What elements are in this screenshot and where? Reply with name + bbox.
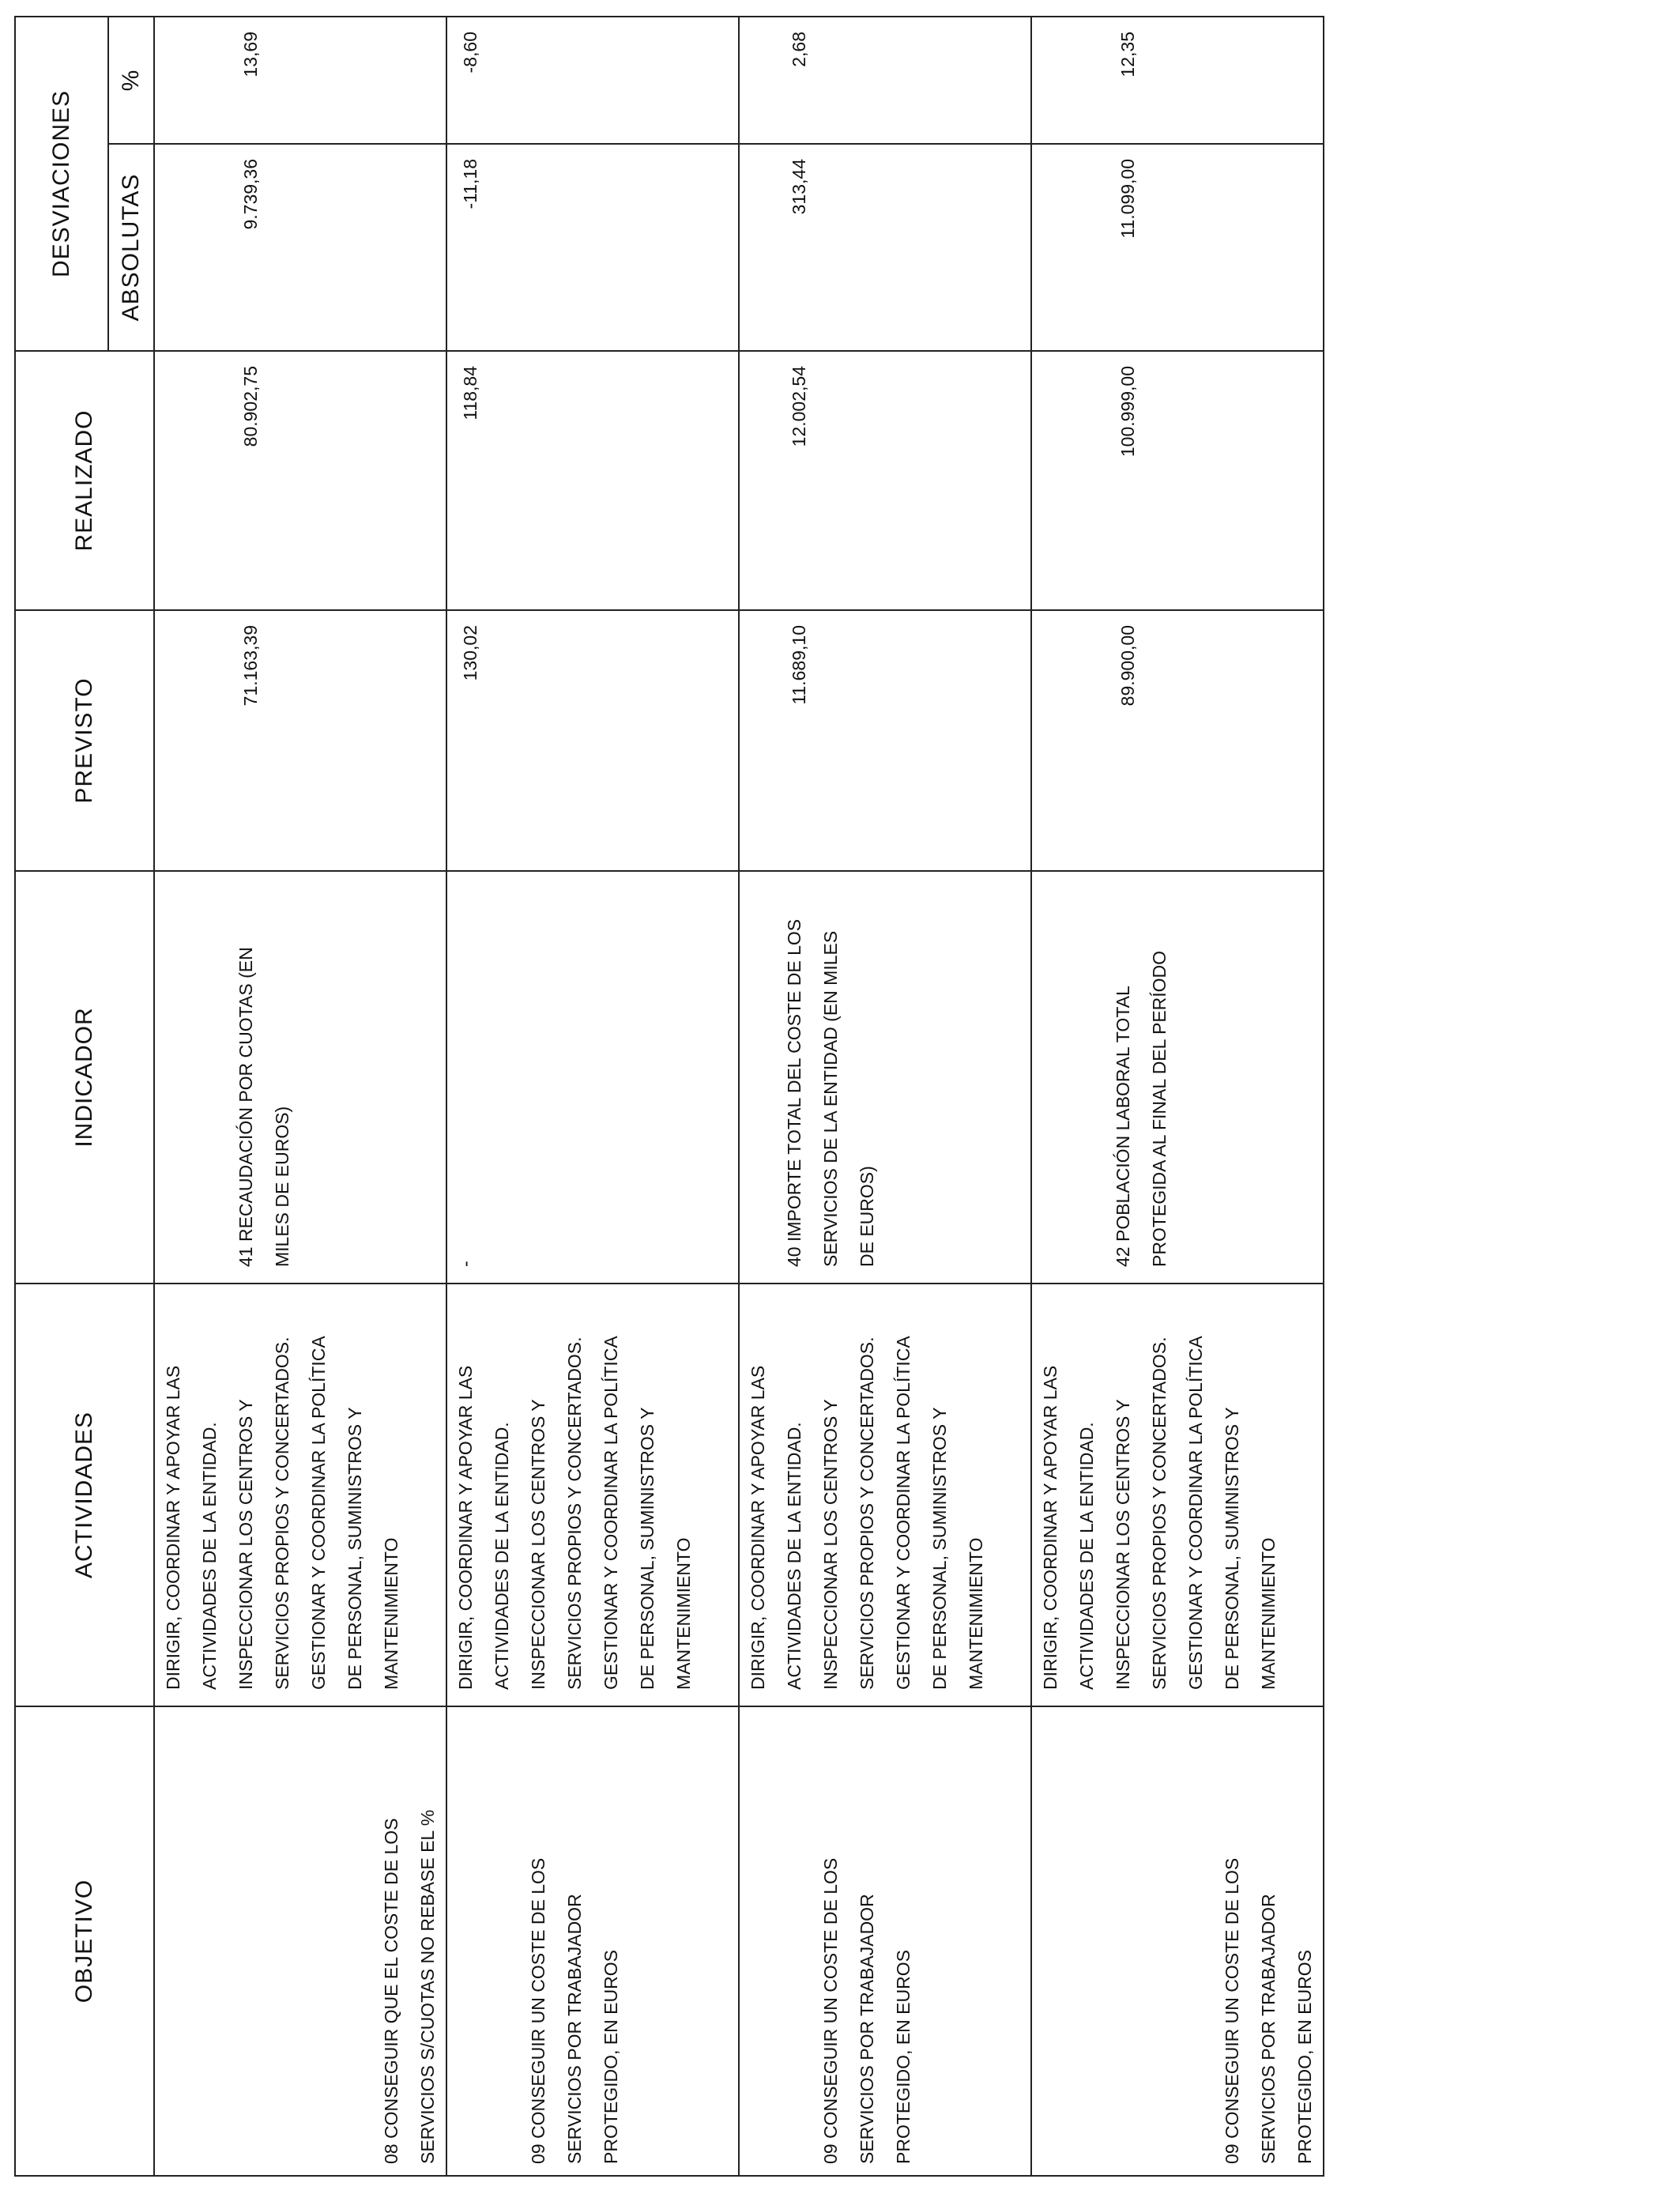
- realizado-cell-value: 100.999,00: [1117, 366, 1138, 458]
- indicador-cell: [739, 871, 1031, 1284]
- absolutas-cell-value: 11.099,00: [1117, 159, 1138, 239]
- actividades-cell-line: DE PERSONAL, SUMINISTROS Y: [637, 1407, 657, 1690]
- realizado-cell-value: 12.002,54: [789, 366, 809, 447]
- actividades-cell-line: SERVICIOS PROPIOS Y CONCERTADOS.: [1149, 1336, 1170, 1690]
- actividades-cell-line: ACTIVIDADES DE LA ENTIDAD.: [199, 1422, 220, 1690]
- actividades-cell-line: ACTIVIDADES DE LA ENTIDAD.: [784, 1422, 804, 1690]
- table-row: [739, 17, 1031, 2176]
- header-desviaciones: DESVIACIONES: [15, 17, 108, 351]
- objetivo-cell-line: PROTEGIDO, EN EUROS: [601, 1950, 621, 2164]
- actividades-cell-line: SERVICIOS PROPIOS Y CONCERTADOS.: [272, 1336, 292, 1690]
- table-row: [1031, 17, 1324, 2176]
- objetivo-cell: [739, 1706, 1031, 2176]
- actividades-cell-line: DIRIGIR, COORDINAR Y APOYAR LAS: [748, 1365, 768, 1690]
- actividades-cell-line: MANTENIMIENTO: [1258, 1537, 1279, 1690]
- indicador-cell-line: SERVICIOS DE LA ENTIDAD (EN MILES: [820, 930, 841, 1267]
- objetivo-cell-line: SERVICIOS S/CUOTAS NO REBASE EL %: [417, 1809, 438, 2164]
- actividades-cell-line: DIRIGIR, COORDINAR Y APOYAR LAS: [1040, 1365, 1060, 1690]
- table-row: [154, 17, 446, 2176]
- actividades-cell-line: DE PERSONAL, SUMINISTROS Y: [929, 1407, 950, 1690]
- absolutas-cell: [446, 144, 739, 351]
- objetivo-cell-line: PROTEGIDO, EN EUROS: [893, 1950, 913, 2164]
- actividades-cell: [154, 1284, 446, 1706]
- realizado-cell: [739, 351, 1031, 610]
- objetivo-cell: [1031, 1706, 1324, 2176]
- indicador-cell-line: 41 RECAUDACIÓN POR CUOTAS (EN: [235, 947, 256, 1267]
- indicador-cell-line: MILES DE EUROS): [272, 1106, 292, 1267]
- realizado-cell-value: 80.902,75: [240, 366, 261, 447]
- actividades-cell-line: DIRIGIR, COORDINAR Y APOYAR LAS: [455, 1365, 476, 1690]
- indicador-cell-line: 42 POBLACIÓN LABORAL TOTAL: [1113, 986, 1133, 1267]
- actividades-cell-line: INSPECCIONAR LOS CENTROS Y: [820, 1399, 841, 1690]
- actividades-cell-line: DE PERSONAL, SUMINISTROS Y: [345, 1407, 365, 1690]
- actividades-cell-line: GESTIONAR Y COORDINAR LA POLÍTICA: [893, 1336, 913, 1690]
- objetivo-cell: [154, 1706, 446, 2176]
- header-actividades: ACTIVIDADES: [15, 1284, 154, 1706]
- objectives-table: [14, 16, 1324, 2177]
- actividades-cell-line: MANTENIMIENTO: [966, 1537, 986, 1690]
- porcentaje-cell: [154, 17, 446, 144]
- porcentaje-cell-value: 12,35: [1117, 32, 1138, 77]
- actividades-cell-line: DE PERSONAL, SUMINISTROS Y: [1222, 1407, 1242, 1690]
- previsto-cell-value: 130,02: [460, 625, 480, 681]
- actividades-cell-line: ACTIVIDADES DE LA ENTIDAD.: [1076, 1422, 1097, 1690]
- actividades-cell-line: MANTENIMIENTO: [673, 1537, 694, 1690]
- porcentaje-cell-value: -8,60: [460, 32, 480, 74]
- actividades-cell-line: INSPECCIONAR LOS CENTROS Y: [1113, 1399, 1133, 1690]
- realizado-cell: [446, 351, 739, 610]
- header-objetivo: OBJETIVO: [15, 1706, 154, 2176]
- table-row: [446, 17, 739, 2176]
- objetivo-cell-line: 09 CONSEGUIR UN COSTE DE LOS: [820, 1857, 841, 2164]
- objetivo-cell-line: SERVICIOS POR TRABAJADOR: [564, 1894, 585, 2164]
- realizado-cell: [154, 351, 446, 610]
- actividades-cell-line: GESTIONAR Y COORDINAR LA POLÍTICA: [1185, 1336, 1206, 1690]
- header-indicador: INDICADOR: [15, 871, 154, 1284]
- previsto-cell: [446, 610, 739, 871]
- absolutas-cell: [154, 144, 446, 351]
- header-row: [15, 17, 108, 2176]
- actividades-cell-line: INSPECCIONAR LOS CENTROS Y: [528, 1399, 548, 1690]
- actividades-cell-line: SERVICIOS PROPIOS Y CONCERTADOS.: [857, 1336, 877, 1690]
- actividades-cell-line: ACTIVIDADES DE LA ENTIDAD.: [492, 1422, 512, 1690]
- absolutas-cell-value: 313,44: [789, 159, 809, 215]
- indicador-cell: [154, 871, 446, 1284]
- previsto-cell-value: 89.900,00: [1117, 625, 1138, 707]
- header-realizado: REALIZADO: [15, 351, 154, 610]
- previsto-cell-value: 71.163,39: [240, 625, 261, 707]
- objetivo-cell: [446, 1706, 739, 2176]
- indicador-cell: [1031, 871, 1324, 1284]
- actividades-cell-line: INSPECCIONAR LOS CENTROS Y: [235, 1399, 256, 1690]
- objetivo-cell-line: PROTEGIDO, EN EUROS: [1294, 1950, 1315, 2164]
- actividades-cell-line: SERVICIOS PROPIOS Y CONCERTADOS.: [564, 1336, 585, 1690]
- objetivo-cell-line: 09 CONSEGUIR UN COSTE DE LOS: [528, 1857, 548, 2164]
- actividades-cell-line: GESTIONAR Y COORDINAR LA POLÍTICA: [601, 1336, 621, 1690]
- objetivo-cell-line: 08 CONSEGUIR QUE EL COSTE DE LOS: [381, 1818, 401, 2164]
- actividades-cell: [1031, 1284, 1324, 1706]
- indicador-cell-line: -: [455, 1261, 476, 1267]
- absolutas-cell-value: -11,18: [460, 159, 480, 209]
- header-porcentaje: %: [108, 17, 154, 144]
- objetivo-cell-line: SERVICIOS POR TRABAJADOR: [857, 1894, 877, 2164]
- objetivo-cell-line: SERVICIOS POR TRABAJADOR: [1258, 1894, 1279, 2164]
- porcentaje-cell: [446, 17, 739, 144]
- porcentaje-cell-value: 13,69: [240, 32, 261, 77]
- realizado-cell: [1031, 351, 1324, 610]
- porcentaje-cell-value: 2,68: [789, 32, 809, 67]
- realizado-cell-value: 118,84: [460, 366, 480, 420]
- absolutas-cell-value: 9.739,36: [240, 159, 261, 230]
- indicador-cell-line: DE EUROS): [857, 1166, 877, 1267]
- previsto-cell: [1031, 610, 1324, 871]
- actividades-cell: [739, 1284, 1031, 1706]
- porcentaje-cell: [739, 17, 1031, 144]
- header-absolutas: ABSOLUTAS: [108, 144, 154, 351]
- indicador-cell: [446, 871, 739, 1284]
- header-previsto: PREVISTO: [15, 610, 154, 871]
- absolutas-cell: [1031, 144, 1324, 351]
- indicador-cell-line: PROTEGIDA AL FINAL DEL PERÍODO: [1149, 950, 1170, 1267]
- previsto-cell: [154, 610, 446, 871]
- previsto-cell-value: 11.689,10: [789, 625, 809, 705]
- actividades-cell-line: GESTIONAR Y COORDINAR LA POLÍTICA: [308, 1336, 329, 1690]
- indicador-cell-line: 40 IMPORTE TOTAL DEL COSTE DE LOS: [784, 918, 804, 1267]
- actividades-cell-line: DIRIGIR, COORDINAR Y APOYAR LAS: [163, 1365, 183, 1690]
- table-body: [154, 17, 1324, 2176]
- objetivo-cell-line: 09 CONSEGUIR UN COSTE DE LOS: [1222, 1857, 1242, 2164]
- porcentaje-cell: [1031, 17, 1324, 144]
- actividades-cell: [446, 1284, 739, 1706]
- previsto-cell: [739, 610, 1031, 871]
- absolutas-cell: [739, 144, 1031, 351]
- actividades-cell-line: MANTENIMIENTO: [381, 1537, 401, 1690]
